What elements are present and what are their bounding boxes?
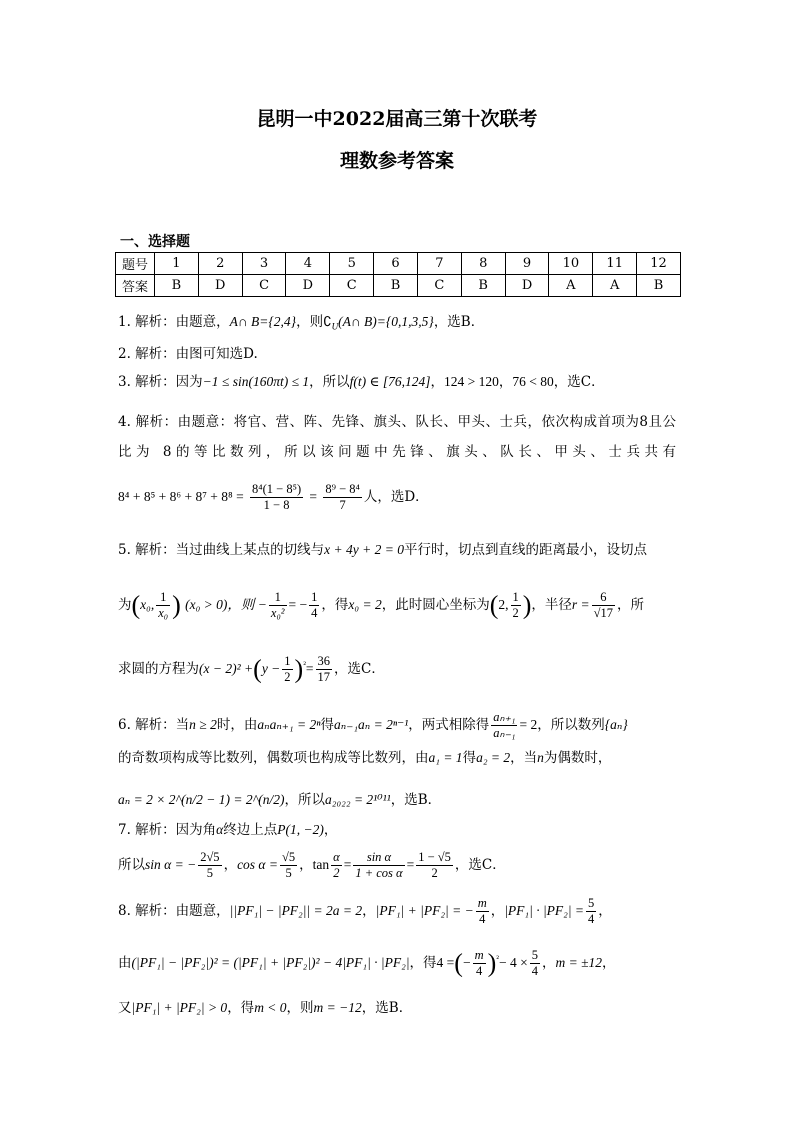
math-expression: r = [571, 597, 590, 612]
solution-text: 得 [320, 717, 334, 733]
fraction [592, 590, 615, 621]
denominator: 5 [206, 866, 213, 880]
solution-text: ， [223, 857, 238, 873]
math-expression: A∩ B={2,4} [229, 314, 297, 329]
right-paren: ) [294, 654, 304, 684]
math-expression: ||PF₁| − |PF₂|| = 2a = 2 [229, 903, 363, 918]
numerator: √5 [282, 850, 296, 864]
answer-cell: B [461, 275, 505, 297]
denominator: x₀ [158, 606, 169, 620]
solution-8-line-3 [118, 998, 412, 1018]
solution-text: ，所以 [309, 374, 350, 390]
denominator: 4 [311, 606, 318, 620]
solution-text: 3. 解析：因为 [118, 374, 203, 390]
solution-text: 为 [118, 597, 132, 613]
denominator: 4 [479, 912, 486, 926]
solution-7-line-1 [118, 820, 337, 840]
numerator: 36 [317, 654, 331, 668]
solution-text: 求圆的方程为 [118, 661, 199, 677]
answer-cell: C [242, 275, 286, 297]
denominator: 17 [317, 670, 331, 684]
solution-text: 所以 [118, 857, 145, 873]
math-expression: (x − 2)² + [199, 661, 254, 676]
solution-text: ，选B． [390, 792, 442, 808]
solution-text: 为偶数时， [543, 750, 612, 766]
solution-text: 6. 解析：当 [118, 717, 190, 733]
solution-text: ， [498, 374, 513, 390]
fraction [530, 948, 540, 979]
solution-text: ， [362, 903, 376, 919]
math-expression: − [462, 955, 471, 970]
solution-text: ，得 [321, 597, 349, 613]
numerator: 1 − √5 [418, 850, 451, 864]
math-expression: −1 ≤ sin(160πt) ≤ 1 [202, 374, 310, 389]
solution-text: 由 [118, 955, 132, 971]
question-number-cell: 1 [155, 253, 199, 275]
answer-cell: C [417, 275, 461, 297]
solution-5-line-3 [118, 654, 385, 685]
math-expression: {aₙ} [604, 717, 628, 732]
math-expression: 2, [498, 597, 509, 612]
math-expression: y − [261, 661, 281, 676]
math-expression: x + 4y + 2 = 0 [324, 542, 404, 557]
left-paren: ( [489, 590, 499, 620]
math-expression: |PF₁| · |PF₂| = [504, 903, 585, 918]
solution-text: ，选B． [361, 1000, 413, 1016]
left-paren: ( [131, 590, 141, 620]
solution-7-line-2 [118, 850, 506, 881]
question-number-cell: 7 [417, 253, 461, 275]
fraction [323, 482, 362, 513]
numerator: aₙ₊₁ [493, 710, 516, 724]
math-expression: = 2 [519, 717, 538, 732]
math-expression: n [537, 750, 544, 765]
solution-3 [118, 372, 605, 392]
answer-row [116, 275, 681, 297]
answer-cell: B [374, 275, 418, 297]
numerator: m [474, 948, 484, 962]
left-paren: ( [454, 948, 463, 978]
fraction [250, 482, 303, 513]
complement-symbol: ∁ [323, 314, 332, 329]
numerator: sin α [353, 850, 404, 866]
solution-text: ，得 [409, 955, 437, 971]
denominator: 4 [531, 964, 538, 978]
math-expression: = − [288, 597, 308, 612]
numerator: 5 [531, 948, 538, 962]
question-number-cell: 12 [637, 253, 681, 275]
solution-text: 得 [462, 750, 477, 766]
equals-sign: = [343, 857, 352, 872]
solution-text: ，选C． [454, 857, 506, 873]
fraction [156, 590, 170, 621]
question-number-cell: 10 [549, 253, 593, 275]
fraction [282, 654, 292, 685]
math-expression: aₙaₙ₊₁ = 2ⁿ [257, 717, 321, 732]
math-expression: sin α = − [145, 857, 197, 872]
exponent: ² [303, 659, 306, 670]
solution-text: ，当 [510, 750, 538, 766]
equals-sign: = [406, 857, 415, 872]
denominator: x₀² [270, 606, 285, 620]
solution-text: ，选C． [334, 661, 385, 677]
answer-cell: D [286, 275, 330, 297]
solution-text: ， [490, 903, 505, 919]
solution-4-line-3 [118, 482, 429, 513]
solution-8-line-2 [118, 948, 616, 979]
solution-text: 5. 解析：当过曲线上某点的切线与 [118, 542, 325, 558]
math-expression: (A∩ B)={0,1,3,5} [338, 314, 434, 329]
solution-6-line-3 [118, 790, 441, 810]
answer-cell: D [505, 275, 549, 297]
math-expression: m = −12 [313, 1000, 362, 1015]
math-expression: (x₀ > 0)，则 − [185, 597, 267, 612]
solution-6-line-1 [118, 710, 628, 741]
denominator: 2 [431, 866, 438, 880]
fraction [269, 590, 287, 621]
answer-cell: D [198, 275, 242, 297]
solution-text: ，选C． [553, 374, 605, 390]
right-paren: ) [522, 590, 532, 620]
equals-sign: = [305, 661, 314, 676]
solution-text: 2. 解析：由图可知选D. [118, 346, 258, 362]
fraction [198, 850, 221, 881]
solution-text: ， [602, 955, 616, 971]
numerator: 5 [588, 896, 595, 910]
solution-text: 比为 8的等比数列，所以该问题中先锋、旗头、队长、甲头、士兵共有 [118, 444, 676, 460]
math-expression: aₙ = 2 × 2^(n/2 − 1) = 2^(n/2) [118, 792, 285, 807]
numerator: 1 [269, 590, 287, 606]
question-number-cell: 2 [198, 253, 242, 275]
math-expression: x₀ = 2 [348, 597, 382, 612]
math-expression: (|PF₁| − |PF₂|)² = (|PF₁| + |PF₂|)² − 4|PF₁| · |PF₂| [131, 955, 410, 970]
math-expression: − 4 × [499, 955, 528, 970]
numerator: 8⁴(1 − 8⁵) [252, 482, 302, 496]
math-expression: m = ±12 [555, 955, 603, 970]
denominator: 5 [285, 866, 292, 880]
answer-table [115, 252, 681, 297]
solution-text: ， [299, 857, 313, 873]
row-label: 答案 [116, 275, 155, 297]
row-label: 题号 [116, 253, 155, 275]
solution-5-line-2 [118, 590, 644, 621]
solution-text: 8. 解析：由题意， [118, 903, 230, 919]
solution-2 [118, 344, 258, 364]
solution-text: ，选B． [433, 314, 485, 330]
solution-text: ，所以数列 [537, 717, 605, 733]
question-number-cell: 4 [286, 253, 330, 275]
denominator: √17 [593, 606, 614, 620]
question-number-cell: 9 [505, 253, 549, 275]
answer-cell: B [155, 275, 199, 297]
math-expression: n ≥ 2 [189, 717, 217, 732]
solution-5-line-1 [118, 540, 647, 560]
right-paren: ) [487, 948, 497, 978]
solution-text: ， [541, 955, 556, 971]
solution-text: ，则 [286, 1000, 314, 1016]
solution-text: 平行时，切点到直线的距离最小，设切点 [404, 542, 647, 558]
numerator: 1 [512, 590, 519, 604]
document-subtitle: 理数参考答案 [339, 150, 454, 172]
right-paren: ) [172, 590, 181, 620]
math-expression: α [216, 822, 224, 837]
math-expression: a₂₀₂₂ = 2¹⁰¹¹ [325, 792, 391, 807]
document-title: 昆明一中2022届高三第十次联考 [256, 108, 538, 130]
solution-text: ， [323, 822, 338, 838]
numerator: 1 [284, 654, 291, 668]
solution-text: 7. 解析：因为角 [118, 822, 217, 838]
math-expression: a₂ = 2 [476, 750, 511, 765]
denominator: 2 [512, 606, 519, 620]
math-expression: 4 = [436, 955, 455, 970]
math-expression: 8⁴ + 8⁵ + 8⁶ + 8⁷ + 8⁸ = [118, 489, 244, 504]
question-number-row [116, 253, 681, 275]
math-expression: x₀, [140, 597, 155, 612]
math-expression: f(t) ∈ [76,124] [349, 374, 431, 389]
question-number-cell: 11 [593, 253, 637, 275]
numerator: α [333, 850, 340, 864]
numerator: 2√5 [200, 850, 220, 864]
question-number-cell: 3 [242, 253, 286, 275]
math-expression: cos α = [237, 857, 279, 872]
math-expression: 124 > 120 [444, 374, 499, 389]
fraction [331, 850, 342, 881]
numerator: 8⁹ − 8⁴ [325, 482, 360, 496]
numerator: 1 [311, 590, 318, 604]
fraction [473, 948, 486, 979]
section-heading-multiple-choice: 一、选择题 [120, 234, 190, 250]
numerator: 6 [592, 590, 615, 606]
denominator: 2 [284, 670, 291, 684]
denominator: 1 − 8 [263, 498, 290, 512]
math-expression: |PF₁| + |PF₂| > 0 [131, 1000, 228, 1015]
denominator: 2 [333, 866, 340, 880]
fraction [586, 896, 596, 927]
solution-text: ，所以 [284, 792, 326, 808]
solution-text: 终边上点 [223, 822, 278, 838]
answer-cell: C [330, 275, 374, 297]
solution-text: ，得 [227, 1000, 255, 1016]
math-expression: aₙ₋₁aₙ = 2ⁿ⁻¹ [333, 717, 409, 732]
solution-text: ，则 [296, 314, 324, 330]
answer-cell: B [637, 275, 681, 297]
solution-1 [118, 312, 484, 337]
math-expression: a₁ = 1 [428, 750, 463, 765]
fraction [511, 590, 521, 621]
left-paren: ( [253, 654, 262, 684]
question-number-cell: 6 [374, 253, 418, 275]
fraction [316, 654, 333, 685]
question-number-cell: 8 [461, 253, 505, 275]
question-number-cell: 5 [330, 253, 374, 275]
fraction [476, 896, 489, 927]
fraction [416, 850, 453, 881]
answer-cell: A [549, 275, 593, 297]
solution-text: ，两式相除得 [408, 717, 490, 733]
fraction [309, 590, 319, 621]
solution-text: ， [598, 903, 612, 919]
math-expression: tan [312, 857, 330, 872]
solution-text: ，所 [617, 597, 645, 613]
math-expression: P(1, −2) [277, 822, 324, 837]
denominator: 7 [339, 498, 346, 512]
numerator: 1 [156, 590, 170, 606]
solution-text: ，此时圆心坐标为 [381, 597, 490, 613]
math-expression: |PF₁| + |PF₂| = − [375, 903, 474, 918]
math-expression: 76 < 80 [512, 374, 554, 389]
numerator: m [477, 896, 487, 910]
denominator: 4 [475, 964, 483, 978]
solution-text: 的奇数项构成等比数列，偶数项也构成等比数列，由 [118, 750, 429, 766]
solution-text: 1. 解析：由题意， [118, 314, 230, 330]
solution-6-line-2 [118, 748, 611, 768]
subscript: U [331, 321, 339, 332]
answer-cell: A [593, 275, 637, 297]
math-expression: m < 0 [254, 1000, 287, 1015]
solution-text: ，半径 [531, 597, 572, 613]
exponent: ² [496, 953, 499, 964]
fraction [491, 710, 517, 741]
solution-text: 时，由 [216, 717, 258, 733]
solution-text: 4. 解析：由题意：将官、营、阵、先锋、旗头、队长、甲头、士兵，依次构成首项为8且公 [118, 414, 676, 430]
solution-text: 又 [118, 1000, 132, 1016]
solution-text: 人，选D． [363, 489, 429, 505]
fraction [353, 850, 404, 881]
solution-4-line-1 [118, 412, 676, 432]
solution-8-line-1 [118, 896, 612, 927]
denominator: aₙ₋₁ [493, 726, 516, 740]
denominator: 4 [588, 912, 595, 926]
solution-text: ， [430, 374, 444, 390]
equals-sign: = [309, 489, 318, 504]
fraction [280, 850, 297, 881]
solution-4-line-2 [118, 442, 676, 462]
denominator: 1 + cos α [355, 866, 403, 880]
